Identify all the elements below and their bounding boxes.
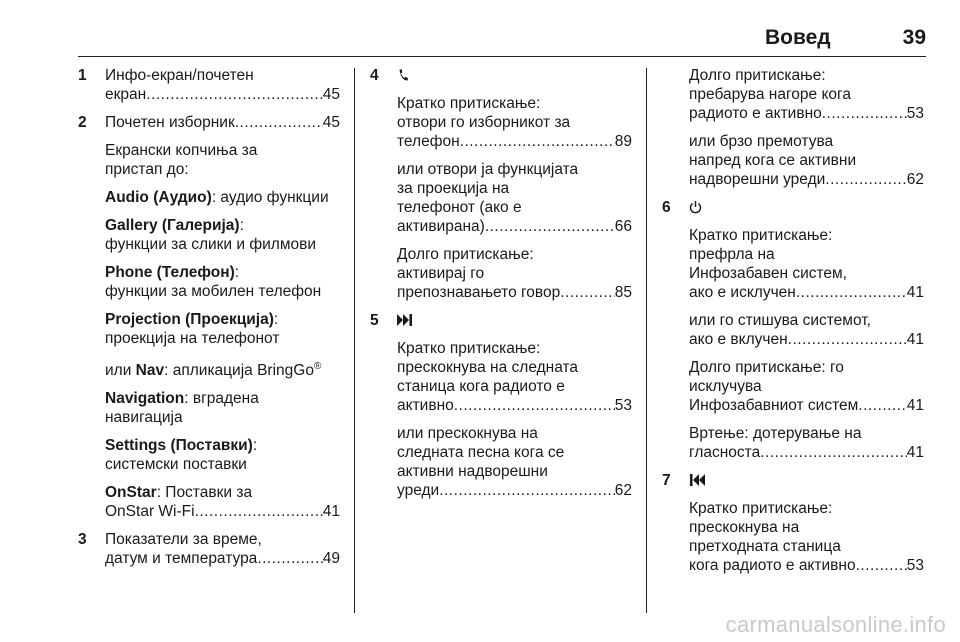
onstar-item: OnStar: Поставки за OnStar Wi-Fi ..... 41 [105,483,340,521]
toc-line: надворешни уреди ..... 62 [689,170,924,189]
item-7: 7 Кратко притискање: прескокнува на претходната станица кога радиото е активно ..... 53 [662,471,924,575]
item-4: 4 Кратко притискање: отвори го изборникот за телефон ..... 89 или отвори ја функцијата за проекција на телефонот (ако е активирана) ..... 66 Долго притискање: активирај го препознавањето говор ..... 85 [370,66,632,302]
audio-item: Audio (Аудио): аудио функции [105,189,329,206]
page-ref: 85 [614,284,632,301]
item-number: 1 [78,67,87,84]
toc-line: ако е вклучен ..... 41 [689,330,924,349]
toc-line: кога радиото е активно ..... 53 [689,556,924,575]
toc-line: гласноста ..... 41 [689,443,924,462]
item-number: 6 [662,199,671,216]
registered-mark: ® [313,361,322,372]
item-number: 7 [662,472,671,489]
page-ref: 41 [906,444,924,461]
page-ref: 89 [614,133,632,150]
item-6: 6 Кратко притискање: префрла на Инфозабавен систем, ако е исклучен ..... 41 или го стишува системот, ако е вклучен ..... 41 Долго притискање: го исклучува Инфозабавниот систем ..... 41 Вртење: дотерување на гласноста ..... 41 [662,198,924,462]
page-number: 39 [902,26,926,49]
previous-track-icon [689,474,705,486]
nav-item: или Nav: апликација BringGo® [105,361,322,380]
item-number: 3 [78,531,87,549]
page-ref: 53 [906,557,924,574]
column-divider-2 [646,68,647,613]
toc-line: уреди ..... 62 [397,481,632,500]
toc-line: радиото е активно ..... 53 [689,104,924,123]
page-ref: 41 [906,284,924,301]
page-ref: 62 [614,482,632,499]
column-3 [662,66,924,584]
page-ref: 41 [906,331,924,348]
toc-line: екран ..... 45 [105,85,340,104]
power-icon [689,200,702,214]
item-5: 5 Кратко притискање: прескокнува на следната станица кога радиото е активно ..... 53 или прескокнува на следната песна кога се активни надворешни уреди ..... 62 [370,311,632,500]
item-number: 4 [370,67,379,84]
page-ref: 41 [322,503,340,521]
item-number: 2 [78,114,87,131]
item-3: 3 Показатели за време, датум и температура ..... 49 [78,530,340,568]
phone-icon [397,68,409,82]
projection-item: Projection (Проекција): проекција на телефонот [105,311,280,347]
page-ref: 45 [322,86,340,103]
page-ref: 62 [906,171,924,188]
toc-line: ако е исклучен ..... 41 [689,283,924,302]
column-1 [78,66,340,577]
page-ref: 41 [906,397,924,414]
column-divider-1 [354,68,355,613]
item-5-continued: Долго притискање: пребарува нагоре кога радиото е активно ..... 53 или брзо премотува напред кога се активни надворешни уреди ..... 62 [662,66,924,189]
page-title: Вовед [765,26,831,49]
settings-item: Settings (Поставки): системски поставки [105,437,258,474]
toc-line: датум и температура ..... 49 [105,549,340,568]
page-ref: 53 [906,105,924,122]
item-2: 2 Почетен изборник ..... 45 Екрански копчиња за пристап до: Audio (Аудио): аудио функции Gallery (Галерија): функции за слики и филмови Phone (Телефон): функции за мобилен телефон Projection (Проекција): проекција на телефонот или Nav: апликација BringGo® Navigation: вградена навигација Settings (Поставки): системски поставки OnStar: Поставки за OnStar Wi-Fi ..... 41 [78,113,340,521]
toc-line: активирана) ..... 66 [397,217,632,236]
item-text: Инфо-екран/почетен [105,67,254,84]
phone-item: Phone (Телефон): функции за мобилен телефон [105,264,322,300]
item-1 [78,66,340,104]
toc-line: телефон ..... 89 [397,132,632,151]
gallery-item: Gallery (Галерија): функции за слики и филмови [105,217,316,253]
toc-line: препознавањето говор ..... 85 [397,283,632,302]
page-ref: 45 [322,114,340,131]
page-ref: 53 [614,397,632,414]
toc-line: активно ..... 53 [397,396,632,415]
toc-line: Почетен изборник ..... 45 [105,113,340,132]
header-rule [78,56,926,57]
page-ref: 66 [614,218,632,235]
page-header [765,26,926,50]
navigation-item: Navigation: вградена навигација [105,390,259,427]
column-2 [370,66,632,509]
item-number: 5 [370,312,379,329]
toc-line: Инфозабавниот систем ..... 41 [689,396,924,415]
next-track-icon [397,314,413,326]
page-ref: 49 [322,550,340,568]
watermark: carmanualsonline.info [725,612,946,637]
toc-line: OnStar Wi-Fi ..... 41 [105,502,340,521]
